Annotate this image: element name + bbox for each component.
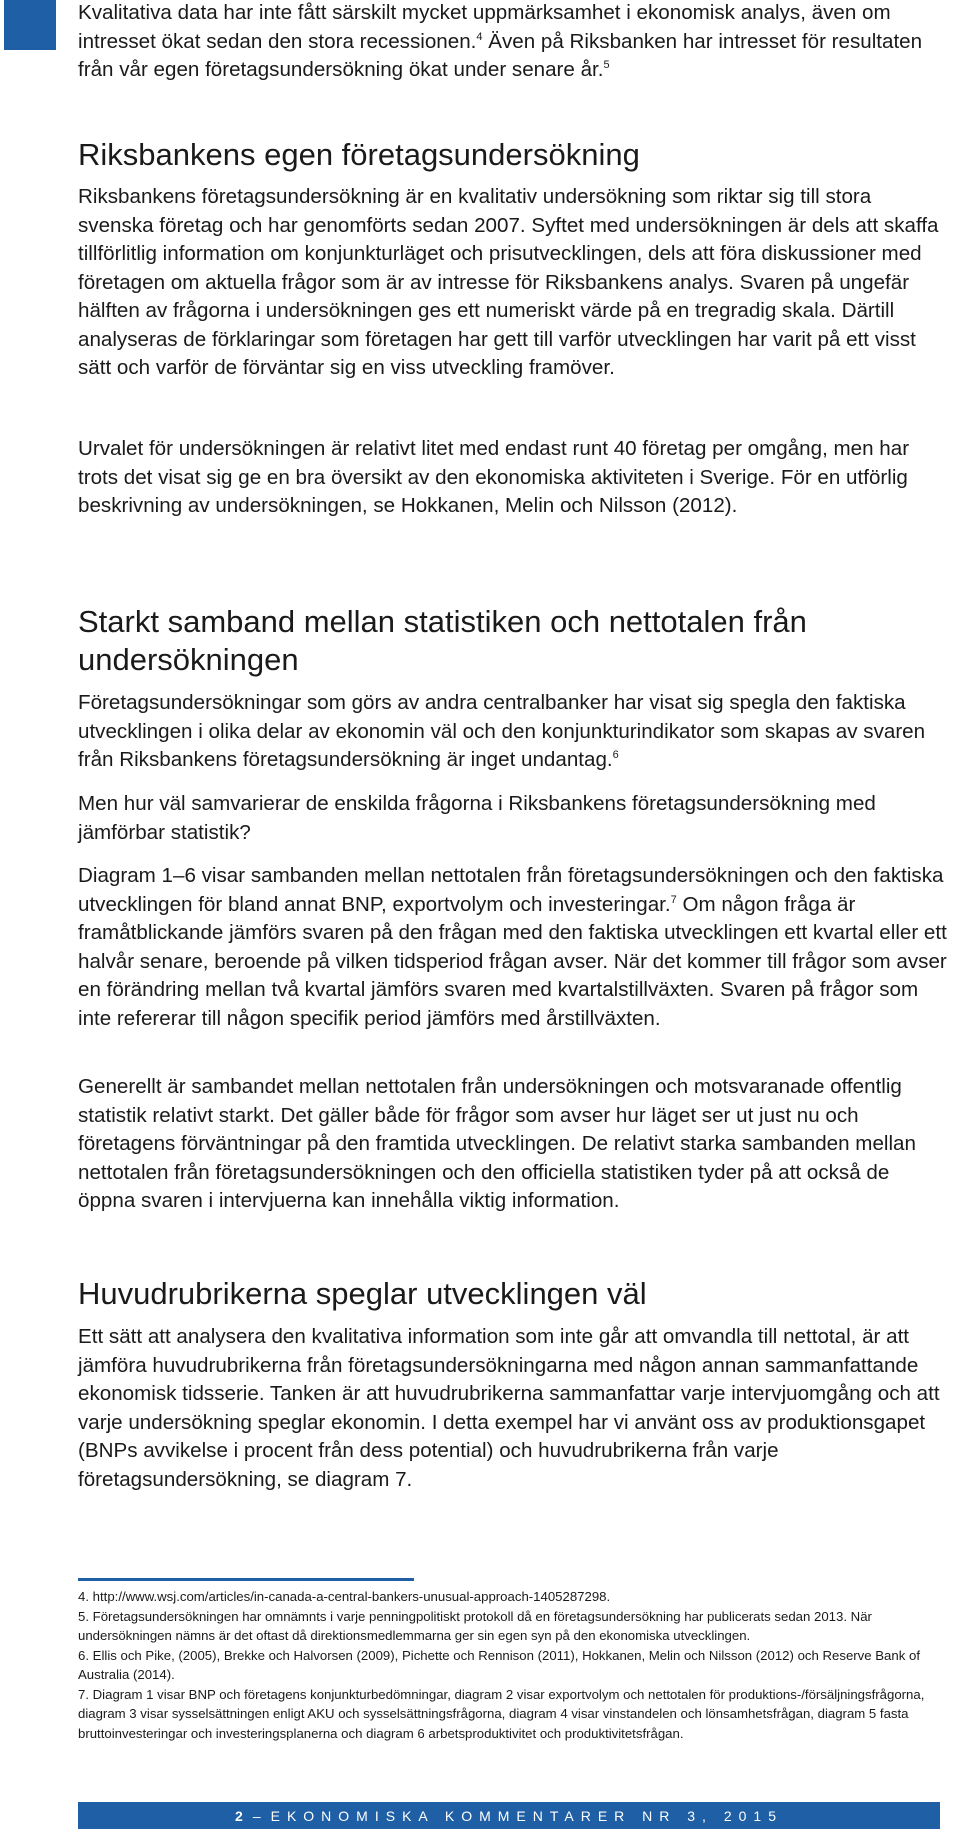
footnote-separator-rule bbox=[78, 1578, 414, 1581]
footnote-ref-5[interactable]: 5 bbox=[603, 59, 610, 72]
footnotes bbox=[78, 1587, 940, 1743]
footer-bar bbox=[78, 1802, 940, 1829]
intro-paragraph: Kvalitativa data har inte fått särskilt mycket uppmärksamhet i ekonomisk analys, även om intresset ökat sedan den stora recessionen.$^4$ Även på Riksbanken har intresset för resultaten från vår egen företagsundersökning ökat under senare år.$^5$ bbox=[78, 1, 923, 81]
publication-title: EKONOMISKA KOMMENTARER NR 3, 2015 bbox=[270, 1807, 783, 1824]
section2-paragraph-2: Men hur väl samvarierar de enskilda frågorna i Riksbankens företagsundersökning med jämförbar statistik? bbox=[78, 792, 876, 844]
corner-accent-square bbox=[4, 0, 56, 50]
footnote-ref-6[interactable]: 6 bbox=[612, 749, 619, 762]
footnote-4: 4. http://www.wsj.com/articles/in-canada-a-central-bankers-unusual-approach-1405287298. bbox=[78, 1589, 611, 1604]
footnote-6: 6. Ellis och Pike, (2005), Brekke och Halvorsen (2009), Pichette och Rennison (2011), Hokkanen, Melin och Nilsson (2012) och Reserve Bank of Australia (2014). bbox=[78, 1647, 920, 1682]
footnote-ref-4[interactable]: 4 bbox=[476, 30, 483, 43]
footnote-5: 5. Företagsundersökningen har omnämnts i varje penningpolitiskt protokoll då en företagsundersökning har publicerats sedan 2013. När undersökningen nämns är det oftast då direktionsmedlemmarna ger sin egen syn på den ekonomiska utvecklingen. bbox=[78, 1608, 872, 1643]
section2-paragraph-3: Diagram 1–6 visar sambanden mellan nettotalen från företagsundersökningen och den faktiska utvecklingen för bland annat BNP, exportvolym och investeringar.$^7$ Om någon fråga är framåtblickande jämförs svaren på den frågan med den faktiska utvecklingen ett kvartal eller ett halvår senare, beroende på vilken tidsperiod frågan avser. När det kommer till frågor som avser en förändring mellan två kvartal jämförs svaren med kvartalstillväxten. Svaren på frågor som inte refererar till någon specifik period jämförs med årstillväxten. bbox=[78, 864, 947, 1030]
footer-separator: – bbox=[252, 1807, 261, 1824]
footnote-ref-7[interactable]: 7 bbox=[670, 893, 677, 906]
section3-paragraph-1: Ett sätt att analysera den kvalitativa information som inte går att omvandla till nettotal, är att jämföra huvudrubrikerna från företagsundersökningarna med någon annan sammanfattande ekonomisk tidsserie. Tanken är att huvudrubrikerna sammanfattar varje intervjuomgång och att varje undersökning speglar ekonomin. I detta exempel har vi använt oss av produktionsgapet (BNPs avvikelse i procent från dess potential) och huvudrubrikerna från varje företagsundersökning, se diagram 7. bbox=[78, 1325, 940, 1491]
section1-paragraph-2: Urvalet för undersökningen är relativt litet med endast runt 40 företag per omgång, men har trots det visat sig ge en bra översikt av den ekonomiska aktiviteten i Sverige. För en utförlig beskrivning av undersökningen, se Hokkanen, Melin och Nilsson (2012). bbox=[78, 437, 910, 517]
page-number: 2 bbox=[235, 1807, 243, 1824]
section2-paragraph-4: Generellt är sambandet mellan nettotalen från undersökningen och motsvaranade offentlig statistik relativt starkt. Det gäller både för frågor som avser hur läget ser ut just nu och företagens förväntningar på den framtida utvecklingen. De relativt starka sambanden mellan nettotalen från företagsundersökningen och den officiella statistiken tyder på att också de öppna svaren i intervjuerna kan innehålla viktig information. bbox=[78, 1075, 916, 1212]
section2-paragraph-1: Företagsundersökningar som görs av andra centralbanker har visat sig spegla den faktiska utvecklingen i olika delar av ekonomin väl och den konjunkturindikator som skapas av svaren från Riksbankens företagsundersökning är inget undantag.$^6$ bbox=[78, 691, 926, 771]
section-heading-starkt-samband: Starkt samband mellan statistiken och nettotalen från undersökningen bbox=[78, 604, 807, 677]
section-heading-huvudrubrikerna: Huvudrubrikerna speglar utvecklingen väl bbox=[78, 1276, 647, 1311]
footnote-7: 7. Diagram 1 visar BNP och företagens konjunkturbedömningar, diagram 2 visar exportvolym och nettotalen för produktions-/försäljningsfrågorna, diagram 3 visar sysselsättningen enligt AKU och sysselsättningsfrågorna, diagram 4 visar vinstandelen och lönsamhetsfrågan, diagram 5 fasta bruttoinvesteringar och investeringsplanerna och diagram 6 arbetsproduktivitet och produktivitetsfrågan. bbox=[78, 1686, 925, 1741]
section1-paragraph-1: Riksbankens företagsundersökning är en kvalitativ undersökning som riktar sig till stora svenska företag och har genomförts sedan 2007. Syftet med undersökningen är dels att skaffa tillförlitlig information om konjunkturläget och prisutvecklingen, dels att föra diskussioner med företagen om aktuella frågor som är av intresse för Riksbankens analys. Svaren på ungefär hälften av frågorna i undersökningen ges ett numeriskt värde på en tregradig skala. Därtill analyseras de förklaringar som företagen har gett till varför utvecklingen har varit på ett visst sätt och varför de förväntar sig en viss utveckling framöver. bbox=[78, 185, 939, 379]
section-heading-riksbankens-foretagsundersokning: Riksbankens egen företagsundersökning bbox=[78, 137, 640, 172]
